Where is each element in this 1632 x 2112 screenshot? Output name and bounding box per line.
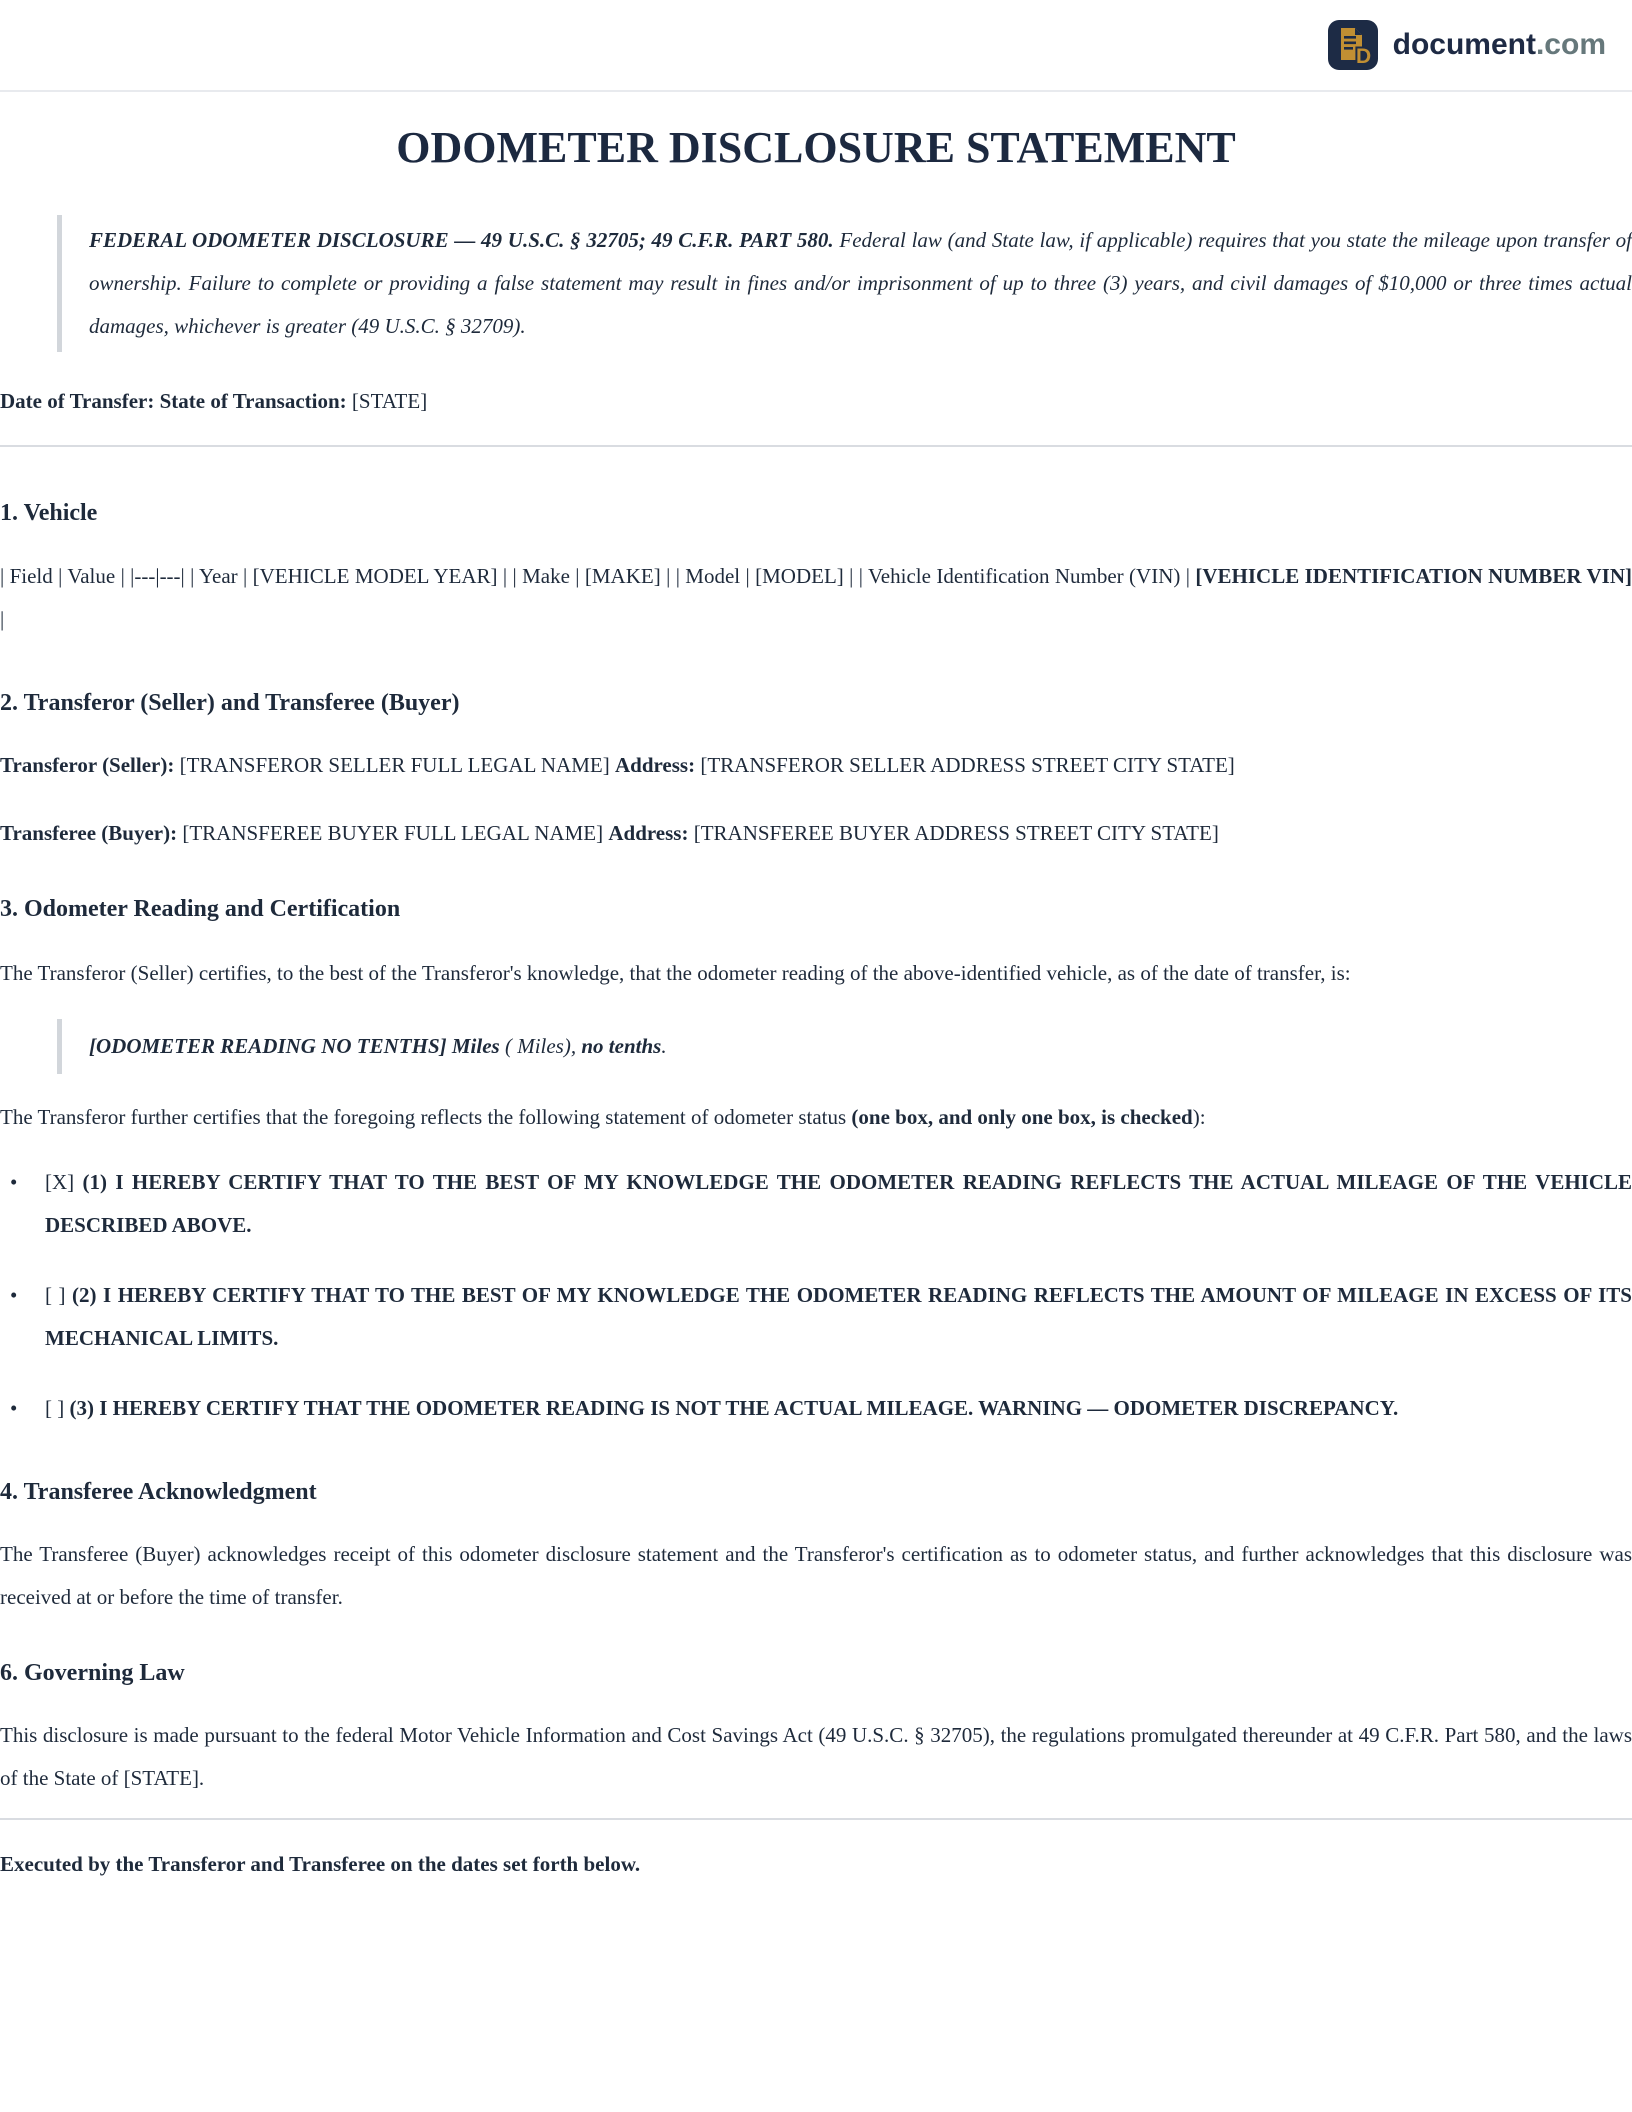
status-bold: (one box, and only one box, is checked — [851, 1104, 1193, 1129]
odometer-reading-blockquote — [57, 1019, 1632, 1074]
seller-address-value: [TRANSFEROR SELLER ADDRESS STREET CITY STATE] — [700, 753, 1235, 778]
odometer-reading-value: [ODOMETER READING NO TENTHS] Miles — [89, 1033, 500, 1058]
governing-law-paragraph: This disclosure is made pursuant to the federal Motor Vehicle Information and Cost Savings Act (49 U.S.C. § 32705), the regulations promulgated thereunder at 49 C.F.R. Part 580, and the laws of the State of [STATE]. — [0, 1723, 1632, 1791]
seller-label: Transferor (Seller): — [0, 753, 175, 778]
odometer-option-3-text: (3) I HEREBY CERTIFY THAT THE ODOMETER READING IS NOT THE ACTUAL MILEAGE. WARNING — ODOMETER DISCREPANCY. — [69, 1395, 1399, 1420]
buyer-paragraph — [0, 812, 1632, 855]
vehicle-table-pre: | Field | Value | |---|---| | Year | [VEHICLE MODEL YEAR] | | Make | [MAKE] | | Model | [MODEL] | | Vehicle Identification Number (VIN) | — [0, 564, 1190, 589]
executed-line: Executed by the Transferor and Transferee on the dates set forth below. — [0, 1852, 641, 1877]
vehicle-table-text — [0, 555, 1632, 641]
status-pre: The Transferor further certifies that the foregoing reflects the following statement of odometer status — [0, 1104, 852, 1129]
vin-value: [VEHICLE IDENTIFICATION NUMBER VIN] — [1195, 564, 1632, 589]
transfer-line — [0, 380, 1632, 423]
brand-name: document — [1392, 28, 1536, 61]
section-divider — [0, 445, 1632, 447]
state-of-transaction-value: [STATE] — [351, 388, 428, 413]
odometer-option-1 — [45, 1161, 1632, 1247]
date-of-transfer-label: Date of Transfer: — [0, 388, 155, 413]
acknowledgment-paragraph: The Transferee (Buyer) acknowledges receipt of this odometer disclosure statement and the Transferor's certification as to odometer status, and further acknowledges that this disclosure was received at or before the time of transfer. — [0, 1541, 1632, 1609]
brand-text — [1393, 28, 1606, 62]
odometer-reading-period: . — [661, 1033, 667, 1058]
federal-notice-body: Federal law (and State law, if applicable) requires that you state the mileage upon transfer of ownership. Failure to complete or providing a false statement may result in fines and/or imprisonment of up to three (3) years, and civil damages of $10,000 or three times actual damages, whichever is greater (49 U.S.C. § 32709). — [89, 227, 1632, 338]
state-of-transaction-label: State of Transaction: — [159, 388, 347, 413]
document-title: ODOMETER DISCLOSURE STATEMENT — [396, 123, 1236, 172]
document-brand-icon — [1328, 20, 1378, 70]
buyer-label: Transferee (Buyer): — [0, 821, 178, 846]
odometer-options-list — [0, 1161, 1632, 1430]
odometer-certify-intro: The Transferor (Seller) certifies, to the best of the Transferor's knowledge, that the odometer reading of the above-identified vehicle, as of the date of transfer, is: — [0, 960, 1351, 985]
odometer-reading-units: ( Miles), — [504, 1033, 577, 1058]
brand-tld: .com — [1535, 28, 1606, 61]
status-post: ): — [1192, 1104, 1206, 1129]
checkbox-marker-unchecked: [ ] — [45, 1395, 65, 1420]
federal-notice-blockquote — [57, 215, 1632, 352]
site-header — [0, 0, 1632, 92]
footer-divider — [0, 1818, 1632, 1820]
governing-law-heading: 6. Governing Law — [0, 1659, 185, 1686]
odometer-option-3 — [45, 1387, 1632, 1430]
buyer-address-label: Address: — [608, 821, 689, 846]
brand-logo-link[interactable] — [1328, 20, 1606, 70]
checkbox-marker-checked: [X] — [45, 1169, 75, 1194]
odometer-heading: 3. Odometer Reading and Certification — [0, 896, 401, 923]
buyer-name-value: [TRANSFEREE BUYER FULL LEGAL NAME] — [182, 821, 604, 846]
seller-paragraph — [0, 744, 1632, 787]
seller-address-label: Address: — [614, 753, 696, 778]
odometer-no-tenths: no tenths — [581, 1033, 662, 1058]
odometer-status-paragraph — [0, 1096, 1632, 1139]
svg-text:D: D — [1355, 45, 1371, 68]
parties-heading: 2. Transferor (Seller) and Transferee (Buyer) — [0, 690, 460, 717]
vehicle-heading: 1. Vehicle — [0, 499, 98, 526]
checkbox-marker-unchecked: [ ] — [45, 1282, 66, 1307]
federal-notice-lead: FEDERAL ODOMETER DISCLOSURE — 49 U.S.C. § 32705; 49 C.F.R. PART 580. — [89, 227, 834, 252]
odometer-option-1-text: (1) I HEREBY CERTIFY THAT TO THE BEST OF MY KNOWLEDGE THE ODOMETER READING REFLECTS THE ACTUAL MILEAGE OF THE VEHICLE DESCRIBED ABOVE. — [45, 1169, 1632, 1237]
document-page — [0, 122, 1632, 1886]
odometer-option-2 — [45, 1274, 1632, 1360]
odometer-option-2-text: (2) I HEREBY CERTIFY THAT TO THE BEST OF MY KNOWLEDGE THE ODOMETER READING REFLECTS THE AMOUNT OF MILEAGE IN EXCESS OF ITS MECHANICAL LIMITS. — [45, 1282, 1632, 1350]
buyer-address-value: [TRANSFEREE BUYER ADDRESS STREET CITY STATE] — [693, 821, 1219, 846]
acknowledgment-heading: 4. Transferee Acknowledgment — [0, 1478, 317, 1505]
vehicle-table-post: | — [0, 607, 5, 632]
seller-name-value: [TRANSFEROR SELLER FULL LEGAL NAME] — [179, 753, 610, 778]
